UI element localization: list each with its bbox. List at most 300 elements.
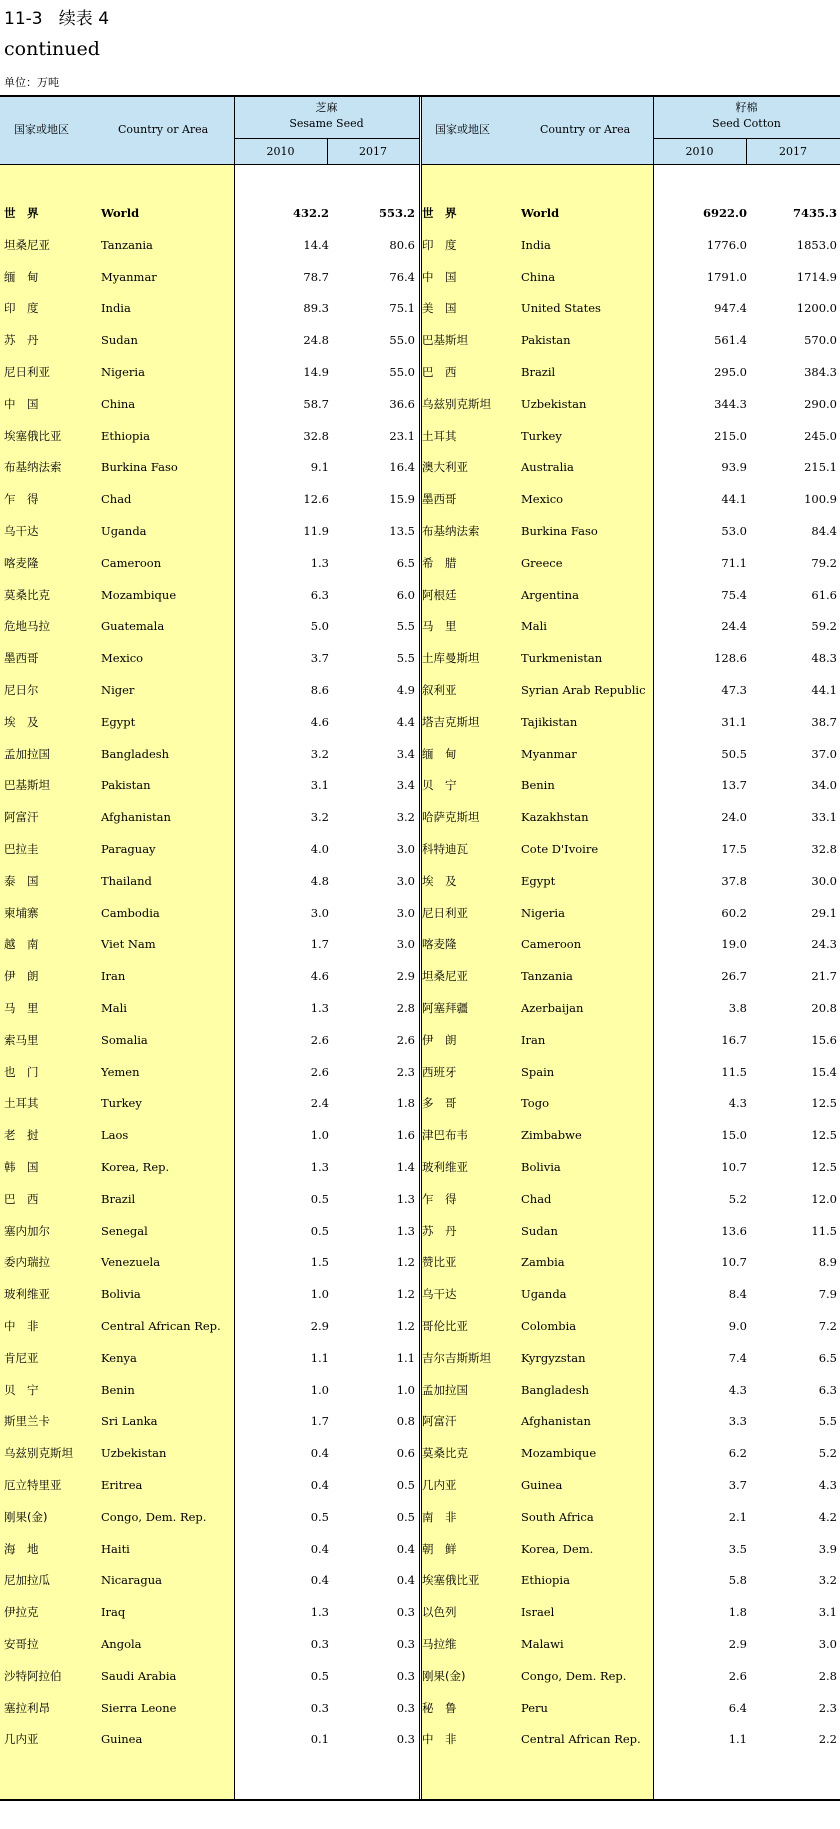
- value-2010: 78.7: [303, 270, 329, 284]
- value-2010: 0.1: [310, 1732, 329, 1746]
- value-2017: 13.5: [389, 524, 415, 538]
- country-name-cn: 斯里兰卡: [4, 1414, 50, 1428]
- country-name-en: China: [101, 397, 136, 411]
- country-name-cn: 中 国: [422, 270, 457, 284]
- value-2010: 3.5: [728, 1542, 747, 1556]
- country-name-cn: 乌兹别克斯坦: [4, 1446, 73, 1460]
- country-name-en: Kenya: [101, 1351, 137, 1365]
- value-2017: 0.8: [396, 1414, 415, 1428]
- country-name-cn: 马拉维: [422, 1637, 457, 1651]
- value-2017: 4.4: [396, 715, 415, 729]
- country-name-en: Mali: [101, 1001, 127, 1015]
- country-name-en: South Africa: [521, 1510, 594, 1524]
- country-name-cn: 孟加拉国: [422, 1383, 468, 1397]
- value-2010: 1.3: [310, 1160, 329, 1174]
- value-2010: 24.4: [721, 619, 747, 633]
- country-name-cn: 危地马拉: [4, 619, 50, 633]
- value-2010: 31.1: [721, 715, 747, 729]
- country-name-cn: 喀麦隆: [422, 937, 457, 951]
- country-name-en: Nigeria: [101, 365, 145, 379]
- value-2017: 8.9: [818, 1255, 837, 1269]
- value-2010: 6.2: [728, 1446, 747, 1460]
- country-name-en: Bolivia: [521, 1160, 561, 1174]
- value-2017: 3.1: [818, 1605, 837, 1619]
- country-name-cn: 印 度: [4, 301, 39, 315]
- country-name-cn: 津巴布韦: [422, 1128, 468, 1142]
- country-name-cn: 吉尔吉斯斯坦: [422, 1351, 491, 1365]
- country-name-cn: 世 界: [422, 206, 457, 220]
- value-2010: 1.7: [310, 1414, 329, 1428]
- country-name-cn: 马 里: [4, 1001, 39, 1015]
- value-2010: 14.4: [303, 238, 329, 252]
- country-name-cn: 布基纳法索: [422, 524, 480, 538]
- country-name-en: Ethiopia: [521, 1573, 570, 1587]
- value-2017: 61.6: [811, 588, 837, 602]
- country-name-cn: 肯尼亚: [4, 1351, 39, 1365]
- country-name-cn: 沙特阿拉伯: [4, 1669, 62, 1683]
- country-name-cn: 尼日尔: [4, 683, 39, 697]
- country-name-en: Central African Rep.: [101, 1319, 221, 1333]
- country-name-en: Afghanistan: [101, 810, 171, 824]
- value-2017: 4.3: [818, 1478, 837, 1492]
- country-name-en: Senegal: [101, 1224, 148, 1238]
- country-header-cn: 国家或地区: [14, 123, 69, 136]
- country-name-cn: 乍 得: [422, 1192, 457, 1206]
- country-name-cn: 苏 丹: [422, 1224, 457, 1238]
- country-name-cn: 巴拉圭: [4, 842, 39, 856]
- value-2010: 215.0: [714, 429, 747, 443]
- country-name-en: Kyrgyzstan: [521, 1351, 586, 1365]
- country-name-en: Brazil: [521, 365, 556, 379]
- value-2010: 93.9: [721, 460, 747, 474]
- country-name-cn: 中 非: [4, 1319, 39, 1333]
- column-divider: [653, 97, 654, 1799]
- country-name-cn: 赞比亚: [422, 1255, 457, 1269]
- value-2010: 1791.0: [706, 270, 747, 284]
- cotton-header-cn: 籽棉: [735, 101, 758, 114]
- value-2017: 2.6: [396, 1033, 415, 1047]
- country-name-en: Iran: [101, 969, 126, 983]
- value-2017: 2.9: [396, 969, 415, 983]
- country-name-en: Chad: [101, 492, 132, 506]
- value-2017: 24.3: [811, 937, 837, 951]
- year-2017-header: 2017: [359, 145, 387, 158]
- country-name-cn: 中 国: [4, 397, 39, 411]
- value-2017: 3.2: [818, 1573, 837, 1587]
- value-2017: 4.2: [818, 1510, 837, 1524]
- value-2017: 12.5: [811, 1096, 837, 1110]
- value-2017: 6.3: [818, 1383, 837, 1397]
- value-2017: 0.5: [396, 1478, 415, 1492]
- country-name-en: United States: [521, 301, 601, 315]
- country-name-cn: 土耳其: [422, 429, 457, 443]
- value-2010: 2.6: [728, 1669, 747, 1683]
- country-name-en: Brazil: [101, 1192, 136, 1206]
- country-name-cn: 美 国: [422, 301, 457, 315]
- country-name-cn: 阿富汗: [4, 810, 39, 824]
- country-name-cn: 刚果(金): [4, 1510, 48, 1524]
- value-2010: 60.2: [721, 906, 747, 920]
- country-name-cn: 坦桑尼亚: [422, 969, 468, 983]
- value-2010: 0.4: [310, 1446, 329, 1460]
- country-name-cn: 伊 朗: [422, 1033, 457, 1047]
- country-name-cn: 玻利维亚: [4, 1287, 50, 1301]
- country-name-cn: 喀麦隆: [4, 556, 39, 570]
- country-name-cn: 多 哥: [422, 1096, 457, 1110]
- value-2010: 10.7: [721, 1255, 747, 1269]
- value-2017: 0.3: [396, 1732, 415, 1746]
- value-2010: 3.7: [728, 1478, 747, 1492]
- value-2017: 38.7: [811, 715, 837, 729]
- value-2010: 17.5: [721, 842, 747, 856]
- value-2010: 53.0: [721, 524, 747, 538]
- value-2010: 0.4: [310, 1478, 329, 1492]
- country-name-en: Somalia: [101, 1033, 148, 1047]
- value-2017: 7.2: [818, 1319, 837, 1333]
- value-2010: 0.3: [310, 1701, 329, 1715]
- country-name-en: Peru: [521, 1701, 548, 1715]
- country-name-cn: 几内亚: [4, 1732, 39, 1746]
- value-2010: 1.0: [310, 1128, 329, 1142]
- country-name-en: Tajikistan: [521, 715, 578, 729]
- value-2010: 2.9: [728, 1637, 747, 1651]
- country-name-en: India: [101, 301, 131, 315]
- value-2010: 3.2: [310, 810, 329, 824]
- value-2017: 1.1: [396, 1351, 415, 1365]
- country-name-en: Venezuela: [101, 1255, 161, 1269]
- country-name-cn: 希 腊: [422, 556, 457, 570]
- value-2017: 1.0: [396, 1383, 415, 1397]
- country-name-en: China: [521, 270, 556, 284]
- country-name-en: Uganda: [101, 524, 147, 538]
- country-name-en: Sierra Leone: [101, 1701, 177, 1715]
- country-name-en: Saudi Arabia: [101, 1669, 177, 1683]
- country-name-en: Laos: [101, 1128, 129, 1142]
- country-name-en: Turkey: [101, 1096, 142, 1110]
- country-name-en: Viet Nam: [101, 937, 156, 951]
- country-name-en: Bangladesh: [521, 1383, 590, 1397]
- value-2010: 0.5: [310, 1224, 329, 1238]
- country-name-en: Uganda: [521, 1287, 567, 1301]
- value-2010: 12.6: [303, 492, 329, 506]
- country-name-cn: 尼日利亚: [4, 365, 50, 379]
- value-2010: 3.7: [310, 651, 329, 665]
- country-name-en: Thailand: [101, 874, 152, 888]
- value-2010: 24.8: [303, 333, 329, 347]
- value-2010: 50.5: [721, 747, 747, 761]
- value-2010: 6.4: [728, 1701, 747, 1715]
- country-name-en: Kazakhstan: [521, 810, 589, 824]
- value-2010: 1.3: [310, 1001, 329, 1015]
- country-name-en: Spain: [521, 1065, 555, 1079]
- country-name-cn: 委内瑞拉: [4, 1255, 50, 1269]
- country-name-en: Colombia: [521, 1319, 577, 1333]
- value-2010: 4.8: [310, 874, 329, 888]
- value-2017: 0.3: [396, 1637, 415, 1651]
- country-name-en: Turkey: [521, 429, 562, 443]
- country-name-en: Australia: [521, 460, 574, 474]
- value-2010: 1776.0: [706, 238, 747, 252]
- value-2017: 1.4: [396, 1160, 415, 1174]
- value-2010: 2.9: [310, 1319, 329, 1333]
- value-2010: 6922.0: [702, 206, 747, 220]
- country-name-en: Benin: [101, 1383, 135, 1397]
- value-2017: 290.0: [804, 397, 837, 411]
- country-name-en: Egypt: [521, 874, 556, 888]
- value-2017: 0.3: [396, 1669, 415, 1683]
- value-2017: 3.0: [396, 874, 415, 888]
- value-2010: 0.5: [310, 1192, 329, 1206]
- value-2017: 59.2: [811, 619, 837, 633]
- value-2010: 0.4: [310, 1573, 329, 1587]
- country-name-cn: 巴基斯坦: [422, 333, 468, 347]
- value-2010: 44.1: [721, 492, 747, 506]
- value-2010: 1.1: [310, 1351, 329, 1365]
- value-2010: 14.9: [303, 365, 329, 379]
- country-header-en: Country or Area: [118, 123, 209, 136]
- value-2017: 1.3: [396, 1192, 415, 1206]
- year-2010-header: 2010: [266, 145, 295, 158]
- value-2010: 32.8: [303, 429, 329, 443]
- country-name-en: Benin: [521, 778, 555, 792]
- country-name-cn: 乍 得: [4, 492, 39, 506]
- value-2010: 8.6: [310, 683, 329, 697]
- country-name-cn: 土耳其: [4, 1096, 39, 1110]
- value-2010: 5.2: [728, 1192, 747, 1206]
- value-2017: 48.3: [811, 651, 837, 665]
- country-name-en: Mozambique: [101, 588, 177, 602]
- country-name-cn: 巴 西: [4, 1192, 39, 1206]
- country-name-cn: 泰 国: [4, 874, 39, 888]
- value-2017: 3.0: [396, 937, 415, 951]
- value-2017: 3.2: [396, 810, 415, 824]
- value-2010: 4.6: [310, 715, 329, 729]
- value-2017: 75.1: [389, 301, 415, 315]
- country-name-en: Sudan: [101, 333, 138, 347]
- value-2017: 5.2: [818, 1446, 837, 1460]
- country-name-cn: 哈萨克斯坦: [422, 810, 480, 824]
- country-name-cn: 韩 国: [4, 1160, 39, 1174]
- value-2017: 100.9: [804, 492, 837, 506]
- value-2017: 1.2: [396, 1287, 415, 1301]
- country-name-en: Sri Lanka: [101, 1414, 158, 1428]
- country-name-en: Iran: [521, 1033, 546, 1047]
- value-2017: 80.6: [389, 238, 415, 252]
- country-name-cn: 阿根廷: [422, 588, 457, 602]
- value-2010: 24.0: [721, 810, 747, 824]
- value-2010: 295.0: [714, 365, 747, 379]
- country-name-cn: 科特迪瓦: [422, 842, 468, 856]
- country-name-cn: 叙利亚: [422, 683, 457, 697]
- country-name-en: Pakistan: [521, 333, 571, 347]
- value-2017: 33.1: [811, 810, 837, 824]
- country-name-cn: 哥伦比亚: [422, 1319, 468, 1333]
- country-name-en: India: [521, 238, 551, 252]
- country-name-cn: 澳大利亚: [422, 460, 468, 474]
- value-2010: 3.8: [728, 1001, 747, 1015]
- value-2010: 128.6: [714, 651, 747, 665]
- country-name-cn: 海 地: [4, 1542, 39, 1556]
- value-2010: 344.3: [714, 397, 747, 411]
- value-2017: 2.3: [818, 1701, 837, 1715]
- value-2017: 6.0: [396, 588, 415, 602]
- value-2010: 1.1: [728, 1732, 747, 1746]
- sesame-header-cn: 芝麻: [315, 101, 338, 114]
- value-2010: 4.6: [310, 969, 329, 983]
- country-name-cn: 乌干达: [4, 524, 39, 538]
- country-name-en: Burkina Faso: [521, 524, 598, 538]
- country-name-en: Ethiopia: [101, 429, 150, 443]
- country-name-en: Cameroon: [101, 556, 162, 570]
- value-2017: 20.8: [811, 1001, 837, 1015]
- country-name-cn: 越 南: [4, 937, 39, 951]
- value-2010: 8.4: [728, 1287, 747, 1301]
- value-2017: 6.5: [818, 1351, 837, 1365]
- value-2017: 12.5: [811, 1160, 837, 1174]
- value-2010: 15.0: [721, 1128, 747, 1142]
- country-name-en: Zimbabwe: [521, 1128, 582, 1142]
- value-2017: 2.3: [396, 1065, 415, 1079]
- value-2017: 3.0: [396, 842, 415, 856]
- value-2017: 34.0: [811, 778, 837, 792]
- country-name-cn: 西班牙: [422, 1065, 457, 1079]
- value-2010: 9.0: [728, 1319, 747, 1333]
- country-name-cn: 尼加拉瓜: [4, 1573, 50, 1587]
- value-2010: 432.2: [292, 206, 329, 220]
- country-name-cn: 秘 鲁: [422, 1701, 457, 1715]
- country-name-en: Malawi: [521, 1637, 564, 1651]
- country-name-cn: 缅 甸: [4, 270, 39, 284]
- country-name-cn: 埃塞俄比亚: [422, 1573, 480, 1587]
- country-name-en: Angola: [101, 1637, 142, 1651]
- value-2017: 84.4: [811, 524, 837, 538]
- country-name-cn: 孟加拉国: [4, 747, 50, 761]
- column-divider: [234, 97, 235, 1799]
- country-name-cn: 安哥拉: [4, 1637, 39, 1651]
- country-name-en: Burkina Faso: [101, 460, 178, 474]
- value-2010: 0.3: [310, 1637, 329, 1651]
- country-name-en: Myanmar: [521, 747, 577, 761]
- value-2017: 0.3: [396, 1701, 415, 1715]
- country-name-en: Korea, Rep.: [101, 1160, 170, 1174]
- value-2017: 0.3: [396, 1605, 415, 1619]
- value-2017: 0.6: [396, 1446, 415, 1460]
- value-2017: 1.6: [396, 1128, 415, 1142]
- value-2017: 570.0: [804, 333, 837, 347]
- country-name-cn: 莫桑比克: [422, 1446, 468, 1460]
- value-2017: 3.0: [818, 1637, 837, 1651]
- country-name-en: Egypt: [101, 715, 136, 729]
- value-2017: 1200.0: [796, 301, 837, 315]
- country-name-cn: 中 非: [422, 1732, 457, 1746]
- country-name-en: Uzbekistan: [521, 397, 587, 411]
- value-2010: 1.3: [310, 556, 329, 570]
- value-2010: 4.3: [728, 1096, 747, 1110]
- unit-label: 单位：万吨: [4, 76, 59, 89]
- country-name-en: Mexico: [521, 492, 564, 506]
- country-name-en: Tanzania: [101, 238, 153, 252]
- country-name-cn: 世 界: [4, 206, 39, 220]
- value-2010: 1.7: [310, 937, 329, 951]
- country-name-en: Mali: [521, 619, 547, 633]
- country-name-cn: 老 挝: [4, 1128, 39, 1142]
- value-2017: 3.9: [818, 1542, 837, 1556]
- value-2017: 12.0: [811, 1192, 837, 1206]
- country-name-en: Cote D'Ivoire: [521, 842, 599, 856]
- country-name-cn: 朝 鲜: [422, 1542, 457, 1556]
- value-2010: 2.6: [310, 1065, 329, 1079]
- country-name-en: Yemen: [101, 1065, 140, 1079]
- value-2017: 21.7: [811, 969, 837, 983]
- country-name-cn: 乌干达: [422, 1287, 457, 1301]
- value-2017: 79.2: [811, 556, 837, 570]
- bottom-rule: [0, 1799, 840, 1801]
- country-header-cn: 国家或地区: [435, 123, 490, 136]
- value-2017: 55.0: [389, 365, 415, 379]
- country-name-en: Greece: [521, 556, 563, 570]
- country-name-cn: 玻利维亚: [422, 1160, 468, 1174]
- country-name-en: Bolivia: [101, 1287, 141, 1301]
- value-2010: 2.4: [310, 1096, 329, 1110]
- country-name-en: Mozambique: [521, 1446, 597, 1460]
- value-2017: 2.2: [818, 1732, 837, 1746]
- value-2010: 1.3: [310, 1605, 329, 1619]
- value-2017: 15.9: [389, 492, 415, 506]
- value-2017: 4.9: [396, 683, 415, 697]
- value-2017: 11.5: [811, 1224, 837, 1238]
- value-2017: 5.5: [396, 651, 415, 665]
- country-name-en: Syrian Arab Republic: [521, 683, 646, 697]
- country-name-cn: 几内亚: [422, 1478, 457, 1492]
- country-name-cn: 塞内加尔: [4, 1224, 50, 1238]
- country-name-cn: 缅 甸: [422, 747, 457, 761]
- value-2010: 0.4: [310, 1542, 329, 1556]
- value-2010: 1.0: [310, 1383, 329, 1397]
- value-2017: 3.0: [396, 906, 415, 920]
- value-2010: 75.4: [721, 588, 747, 602]
- value-2017: 7.9: [818, 1287, 837, 1301]
- value-2010: 1.8: [728, 1605, 747, 1619]
- value-2010: 3.2: [310, 747, 329, 761]
- value-2017: 44.1: [811, 683, 837, 697]
- sesame-header-en: Sesame Seed: [289, 117, 364, 130]
- country-name-en: Argentina: [521, 588, 579, 602]
- table-subtitle: continued: [4, 38, 100, 60]
- value-2010: 89.3: [303, 301, 329, 315]
- value-2017: 0.4: [396, 1573, 415, 1587]
- country-name-en: Togo: [521, 1096, 549, 1110]
- value-2017: 384.3: [804, 365, 837, 379]
- country-name-en: Pakistan: [101, 778, 151, 792]
- country-name-cn: 厄立特里亚: [4, 1478, 62, 1492]
- country-name-en: Congo, Dem. Rep.: [521, 1669, 627, 1683]
- country-name-en: Eritrea: [101, 1478, 143, 1492]
- value-2010: 16.7: [721, 1033, 747, 1047]
- cotton-header-en: Seed Cotton: [712, 117, 781, 130]
- country-name-cn: 墨西哥: [4, 651, 39, 665]
- value-2010: 4.3: [728, 1383, 747, 1397]
- value-2010: 947.4: [714, 301, 747, 315]
- year-2017-header: 2017: [779, 145, 807, 158]
- value-2010: 9.1: [310, 460, 329, 474]
- table-title: 11-3 续表 4: [4, 9, 110, 29]
- country-name-cn: 印 度: [422, 238, 457, 252]
- country-name-en: Nicaragua: [101, 1573, 163, 1587]
- value-2017: 1.3: [396, 1224, 415, 1238]
- value-2017: 15.4: [811, 1065, 837, 1079]
- country-name-en: Guinea: [101, 1732, 143, 1746]
- value-2017: 5.5: [818, 1414, 837, 1428]
